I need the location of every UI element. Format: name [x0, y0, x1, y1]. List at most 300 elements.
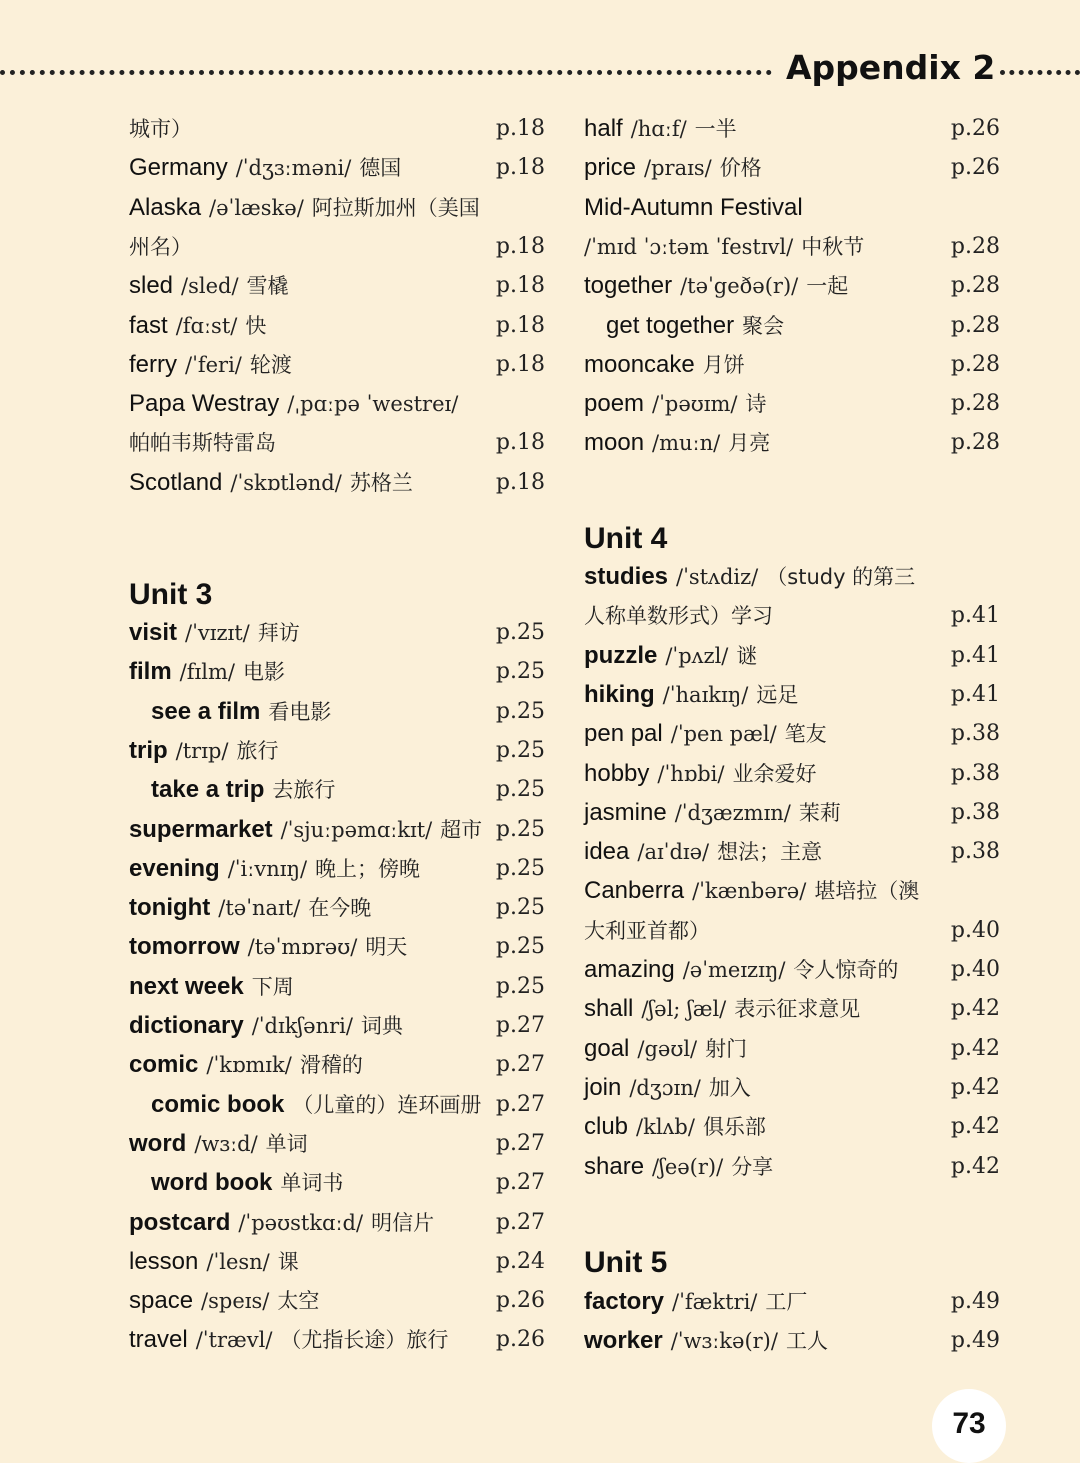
- entry-text: [129, 815, 490, 845]
- entry-page-ref: p.28: [950, 312, 1000, 338]
- entry-page-ref: p.27: [495, 1170, 545, 1196]
- entry-phonetic: /ˈfæktri/: [672, 1290, 758, 1314]
- entry-phonetic: /ˈvɪzɪt/: [185, 621, 250, 645]
- entry-text: [151, 1090, 489, 1120]
- vocab-entry: [584, 719, 1004, 753]
- entry-page-ref: p.26: [495, 1327, 545, 1353]
- entry-page-ref: p.18: [495, 469, 545, 495]
- entry-text: [129, 736, 286, 766]
- entry-phonetic: /ˈwɜːkə(r)/: [670, 1329, 778, 1354]
- entry-chinese: 工厂: [765, 1290, 808, 1314]
- entry-chinese: 词典: [360, 1014, 403, 1038]
- entry-word: fast: [129, 311, 168, 339]
- vocab-entry: [584, 955, 1004, 989]
- vocab-entry: [129, 1129, 549, 1163]
- entry-phonetic: /klʌb/: [636, 1115, 695, 1140]
- entry-page-ref: p.25: [495, 895, 545, 921]
- vocab-entry: [129, 932, 549, 966]
- entry-text: [129, 428, 284, 458]
- entry-text: [129, 311, 274, 341]
- entry-word: mooncake: [584, 350, 695, 378]
- entry-word: club: [584, 1113, 629, 1141]
- entry-text: [584, 1112, 774, 1142]
- entry-word: worker: [584, 1327, 663, 1355]
- entry-chinese: 射门: [705, 1036, 748, 1061]
- entry-page-ref: p.18: [495, 351, 545, 377]
- entry-chinese: 城市）: [129, 117, 192, 141]
- vocab-entry: [129, 775, 549, 809]
- vocab-entry: [129, 618, 549, 652]
- entry-text: [584, 1073, 759, 1103]
- entry-chinese: 去旅行: [272, 778, 336, 803]
- entry-page-ref: p.41: [950, 603, 1000, 629]
- entry-page-ref: p.28: [950, 430, 1000, 456]
- entry-page-ref: p.25: [495, 855, 545, 881]
- entry-text: [584, 601, 781, 631]
- entry-text: [606, 311, 792, 341]
- vocab-entry: [129, 350, 549, 384]
- entry-word: Alaska: [129, 193, 202, 221]
- entry-text: [129, 854, 428, 884]
- entry-page-ref: p.25: [495, 934, 545, 960]
- vocab-entry: [129, 1247, 549, 1281]
- entry-text: [129, 1325, 456, 1355]
- entry-chinese: 月亮: [728, 431, 771, 456]
- entry-page-ref: p.27: [495, 1209, 545, 1235]
- unit-3-heading: Unit 3: [129, 578, 213, 611]
- entry-phonetic: /dʒɔɪn/: [629, 1075, 701, 1100]
- entry-word: trip: [129, 736, 168, 764]
- entry-chinese: 分享: [731, 1154, 774, 1179]
- vocab-entry: [129, 1011, 549, 1045]
- entry-word: Canberra: [584, 877, 685, 905]
- vocab-entry: [584, 1073, 1004, 1107]
- entry-phonetic: /əˈlæskə/: [209, 195, 304, 220]
- entry-phonetic: /ˈdʒæzmɪn/: [674, 800, 791, 825]
- entry-phonetic: /ˈtrævl/: [195, 1328, 273, 1353]
- vocab-entry: [584, 994, 1004, 1028]
- entry-word: travel: [129, 1326, 188, 1354]
- entry-word: evening: [129, 854, 220, 882]
- entry-word: share: [584, 1152, 645, 1180]
- entry-text: [584, 389, 775, 419]
- entry-word: Papa Westray: [129, 390, 280, 418]
- entry-word: dictionary: [129, 1012, 244, 1039]
- entry-chinese: 单词: [265, 1131, 308, 1156]
- entry-page-ref: p.28: [950, 273, 1000, 299]
- vocab-entry: [129, 232, 549, 266]
- entry-phonetic: /ˈsjuːpəmɑːkɪt/: [280, 817, 433, 842]
- entry-text: [129, 657, 293, 687]
- vocab-entry: [584, 641, 1004, 675]
- entry-text: [584, 798, 849, 828]
- entry-chinese: 旅行: [236, 738, 279, 763]
- entry-phonetic: /ˈstʌdiz/: [676, 565, 759, 589]
- vocab-entry: [129, 114, 549, 148]
- vocab-entry: [129, 1050, 549, 1084]
- entry-text: [129, 1247, 307, 1277]
- entry-text: [129, 618, 308, 648]
- entry-page-ref: p.38: [950, 799, 1000, 825]
- entry-text: [151, 1168, 351, 1198]
- entry-phonetic: /ˈmɪd ˈɔːtəm ˈfestɪvl/: [584, 234, 794, 259]
- entry-word: puzzle: [584, 641, 658, 669]
- entry-phonetic: /ʃeə(r)/: [652, 1154, 724, 1179]
- entry-chinese: 聚会: [742, 313, 785, 338]
- entry-chinese: 州名）: [129, 234, 192, 259]
- entry-word: price: [584, 154, 637, 182]
- entry-page-ref: p.42: [950, 1114, 1000, 1140]
- entry-word: tonight: [129, 894, 211, 922]
- entry-chinese: 业余爱好: [732, 761, 817, 786]
- entry-text: [584, 193, 811, 223]
- entry-page-ref: p.18: [495, 116, 545, 141]
- entry-word: see a film: [151, 697, 261, 725]
- entry-page-ref: p.25: [495, 698, 545, 724]
- vocab-entry: [584, 916, 1004, 950]
- entry-page-ref: p.27: [495, 1013, 545, 1038]
- entry-chinese: 快: [245, 313, 267, 338]
- vocab-entry: [584, 759, 1004, 793]
- entry-word: next week: [129, 972, 244, 1000]
- entry-chinese: 阿拉斯加州（美国: [311, 195, 480, 220]
- entry-chinese: 看电影: [268, 699, 332, 724]
- entry-word: film: [129, 658, 172, 686]
- entry-chinese: 一半: [694, 117, 737, 141]
- entry-phonetic: /sled/: [181, 274, 239, 299]
- entry-word: space: [129, 1287, 194, 1315]
- vocab-entry: [584, 1287, 1004, 1321]
- entry-text: [129, 271, 297, 301]
- entry-word: supermarket: [129, 815, 273, 843]
- entry-page-ref: p.49: [950, 1328, 1000, 1354]
- entry-chinese: 课: [277, 1249, 299, 1274]
- entry-text: [129, 932, 415, 962]
- entry-word: half: [584, 115, 623, 142]
- entry-page-ref: p.42: [950, 1035, 1000, 1061]
- entry-chinese: 谜: [736, 643, 758, 668]
- vocab-entry: [584, 601, 1004, 635]
- entry-page-ref: p.18: [495, 233, 545, 259]
- entry-chinese: 苏格兰: [349, 470, 413, 495]
- vocab-entry: [584, 428, 1004, 462]
- entry-text: [584, 153, 770, 183]
- entry-word: word: [129, 1129, 187, 1157]
- entry-word: goal: [584, 1034, 630, 1062]
- entry-word: studies: [584, 563, 669, 590]
- vocab-entry: [584, 562, 1004, 596]
- entry-page-ref: p.26: [950, 116, 1000, 141]
- entry-chinese: 远足: [756, 682, 799, 707]
- entry-page-ref: p.41: [950, 681, 1000, 707]
- entry-word: join: [584, 1073, 622, 1101]
- vocab-entry: [129, 389, 549, 423]
- vocab-entry: [584, 271, 1004, 305]
- entry-chinese: 明信片: [371, 1210, 435, 1235]
- entry-text: [584, 1287, 815, 1317]
- entry-chinese: 一起: [806, 274, 849, 299]
- vocab-entry: [584, 837, 1004, 871]
- entry-chinese: 晚上；傍晚: [315, 856, 421, 881]
- entry-word: hobby: [584, 759, 650, 787]
- vocab-entry: [129, 1325, 549, 1359]
- vocab-entry: [584, 1034, 1004, 1068]
- entry-page-ref: p.49: [950, 1289, 1000, 1314]
- entry-page-ref: p.27: [495, 1091, 545, 1117]
- entry-text: [584, 837, 830, 867]
- entry-text: [584, 916, 718, 946]
- entry-word: Germany: [129, 154, 228, 182]
- entry-page-ref: p.42: [950, 1074, 1000, 1100]
- vocab-entry: [584, 193, 1004, 227]
- entry-phonetic: /ˈiːvnɪŋ/: [227, 856, 308, 881]
- entry-chinese: 下周: [251, 974, 294, 999]
- entry-chinese: 加入: [708, 1075, 751, 1100]
- entry-text: [584, 428, 778, 458]
- entry-phonetic: /gəʊl/: [637, 1036, 698, 1061]
- entry-word: sled: [129, 272, 174, 300]
- entry-chinese: （儿童的）连环画册: [292, 1092, 482, 1117]
- entry-page-ref: p.38: [950, 839, 1000, 865]
- entry-text: [584, 641, 765, 671]
- entry-text: [584, 759, 824, 789]
- entry-page-ref: p.40: [950, 917, 1000, 943]
- entry-chinese: （study 的第三: [766, 565, 916, 589]
- entry-word: hiking: [584, 680, 655, 708]
- entry-chinese: 单词书: [280, 1171, 344, 1196]
- entry-word: word book: [151, 1169, 273, 1197]
- entry-text: [584, 719, 835, 749]
- entry-phonetic: /ˈhaɪkɪŋ/: [662, 682, 749, 707]
- entry-chinese: 太空: [277, 1289, 320, 1314]
- entry-phonetic: /təˈmɒrəʊ/: [247, 935, 358, 960]
- entry-chinese: 帕帕韦斯特雷岛: [129, 431, 276, 456]
- vocab-entry: [129, 428, 549, 462]
- vocab-entry: [584, 798, 1004, 832]
- entry-phonetic: /ˈskɒtlənd/: [230, 470, 342, 495]
- entry-chinese: 笔友: [784, 722, 827, 747]
- entry-page-ref: p.18: [495, 273, 545, 299]
- entry-phonetic: /ˈferi/: [185, 352, 242, 377]
- entry-chinese: （尤指长途）旅行: [280, 1328, 449, 1353]
- entry-text: [584, 876, 927, 906]
- vocab-entry: [584, 1326, 1004, 1360]
- entry-text: [584, 271, 856, 301]
- entry-page-ref: p.28: [950, 351, 1000, 377]
- entry-word: ferry: [129, 350, 177, 378]
- entry-chinese: 轮渡: [249, 352, 292, 377]
- entry-word: get together: [606, 311, 735, 339]
- entry-page-ref: p.18: [495, 155, 545, 181]
- entry-page-ref: p.25: [495, 816, 545, 842]
- entry-phonetic: /wɜːd/: [194, 1131, 258, 1156]
- vocab-entry: [584, 311, 1004, 345]
- dotted-rule-left: [0, 70, 772, 75]
- entry-chinese: 表示征求意见: [734, 997, 861, 1022]
- unit-4-heading: Unit 4: [584, 522, 668, 555]
- entry-chinese: 电影: [242, 660, 285, 685]
- entry-page-ref: p.26: [950, 155, 1000, 181]
- entry-page-ref: p.25: [495, 777, 545, 803]
- entry-text: [584, 114, 745, 144]
- entry-chinese: 俱乐部: [702, 1115, 766, 1140]
- vocab-entry: [584, 232, 1004, 266]
- entry-chinese: 价格: [719, 156, 762, 181]
- entry-text: [129, 1129, 316, 1159]
- entry-text: [129, 1286, 327, 1316]
- entry-phonetic: /trɪp/: [175, 738, 229, 763]
- vocab-entry: [584, 1152, 1004, 1186]
- page-number-badge: [932, 1389, 1006, 1463]
- entry-text: [129, 193, 488, 223]
- vocab-entry: [584, 114, 1004, 148]
- vocab-entry: [129, 153, 549, 187]
- entry-phonetic: /speɪs/: [201, 1289, 270, 1314]
- entry-page-ref: p.40: [950, 957, 1000, 982]
- entry-text: [584, 350, 753, 380]
- entry-phonetic: /ˈdɪkʃənri/: [251, 1014, 353, 1038]
- entry-text: [129, 1011, 411, 1041]
- entry-phonetic: /ˈdʒɜːməni/: [235, 156, 352, 181]
- entry-page-ref: p.28: [950, 233, 1000, 259]
- vocab-entry: [584, 153, 1004, 187]
- entry-phonetic: /ʃəl; ʃæl/: [641, 997, 727, 1022]
- entry-text: [151, 775, 343, 805]
- entry-word: lesson: [129, 1247, 199, 1275]
- entry-phonetic: /ˈpəʊstkɑːd/: [238, 1210, 364, 1235]
- entry-phonetic: /ˌpɑːpə ˈwestreɪ/: [287, 392, 459, 417]
- entry-text: [584, 994, 868, 1024]
- entry-word: postcard: [129, 1208, 231, 1236]
- entry-phonetic: /ˈpen pæl/: [670, 722, 777, 747]
- entry-word: pen pal: [584, 720, 663, 748]
- entry-phonetic: /fɪlm/: [179, 660, 235, 685]
- page-header: [0, 48, 1080, 96]
- entry-text: [129, 114, 200, 144]
- entry-text: [129, 153, 409, 183]
- entry-word: moon: [584, 429, 645, 457]
- entry-chinese: 茉莉: [798, 800, 841, 825]
- vocab-entry: [129, 657, 549, 691]
- entry-chinese: 中秋节: [801, 234, 865, 259]
- vocab-entry: [129, 1208, 549, 1242]
- entry-text: [129, 350, 300, 380]
- entry-word: shall: [584, 995, 634, 1023]
- entry-text: [129, 1208, 442, 1238]
- entry-chinese: 滑稽的: [299, 1053, 363, 1078]
- entry-chinese: 人称单数形式）学习: [584, 604, 773, 629]
- entry-text: [129, 468, 421, 498]
- entry-chinese: 堪培拉（澳: [814, 879, 920, 904]
- vocab-entry: [584, 350, 1004, 384]
- entry-chinese: 令人惊奇的: [793, 958, 899, 982]
- entry-chinese: 超市: [440, 817, 483, 842]
- entry-phonetic: /ˈpəʊɪm/: [652, 392, 738, 417]
- vocab-entry: [129, 736, 549, 770]
- vocab-entry: [129, 972, 549, 1006]
- vocab-entry: [129, 697, 549, 731]
- entry-phonetic: /ˈhɒbi/: [657, 761, 725, 786]
- entry-phonetic: /ˈkænbərə/: [692, 879, 807, 904]
- entry-text: [129, 1050, 371, 1080]
- entry-chinese: 月饼: [702, 352, 745, 377]
- entry-word: take a trip: [151, 776, 265, 804]
- entry-text: [584, 232, 872, 262]
- vocab-entry: [584, 389, 1004, 423]
- entry-phonetic: /praɪs/: [644, 156, 712, 181]
- entry-text: [584, 1326, 836, 1356]
- entry-page-ref: p.27: [495, 1130, 545, 1156]
- entry-word: jasmine: [584, 798, 667, 826]
- entry-text: [584, 1034, 755, 1064]
- entry-word: Scotland: [129, 468, 223, 496]
- vocab-entry: [129, 271, 549, 305]
- entry-chinese: 想法；主意: [717, 840, 823, 865]
- entry-chinese: 在今晚: [308, 896, 372, 921]
- entry-text: [584, 1152, 781, 1182]
- entry-word: together: [584, 272, 673, 300]
- vocab-entry: [129, 854, 549, 888]
- vocab-entry: [129, 193, 549, 227]
- vocab-entry: [584, 1112, 1004, 1146]
- entry-phonetic: /təˈnaɪt/: [218, 896, 301, 921]
- entry-word: idea: [584, 838, 630, 866]
- entry-phonetic: /muːn/: [652, 431, 721, 456]
- entry-text: [129, 972, 302, 1002]
- entry-chinese: 明天: [365, 935, 408, 960]
- entry-page-ref: p.25: [495, 659, 545, 685]
- entry-text: [129, 893, 379, 923]
- entry-chinese: 工人: [785, 1329, 828, 1354]
- entry-word: visit: [129, 619, 178, 646]
- entry-phonetic: /ˈlesn/: [206, 1249, 270, 1274]
- entry-chinese: 诗: [745, 392, 767, 417]
- vocab-entry: [129, 1168, 549, 1202]
- entry-word: amazing: [584, 956, 675, 983]
- entry-page-ref: p.38: [950, 721, 1000, 747]
- entry-text: [584, 680, 806, 710]
- entry-phonetic: /fɑːst/: [175, 313, 238, 338]
- entry-page-ref: p.38: [950, 760, 1000, 786]
- entry-page-ref: p.25: [495, 620, 545, 645]
- vocab-entry: [129, 815, 549, 849]
- entry-page-ref: p.25: [495, 973, 545, 999]
- entry-text: [584, 562, 923, 592]
- entry-chinese: 拜访: [257, 621, 300, 645]
- entry-page-ref: p.18: [495, 312, 545, 338]
- entry-chinese: 雪橇: [246, 274, 289, 299]
- entry-phonetic: /əˈmeɪzɪŋ/: [682, 958, 786, 982]
- entry-page-ref: p.24: [495, 1248, 545, 1274]
- vocab-entry: [129, 1286, 549, 1320]
- entry-word: Mid-Autumn Festival: [584, 193, 803, 221]
- entry-chinese: 大利亚首都）: [584, 918, 710, 943]
- entry-text: [151, 697, 339, 727]
- entry-phonetic: /hɑːf/: [630, 117, 687, 141]
- entry-text: [129, 389, 466, 419]
- entry-word: comic book: [151, 1090, 285, 1118]
- entry-page-ref: p.18: [495, 430, 545, 456]
- unit-5-heading: Unit 5: [584, 1246, 668, 1279]
- entry-page-ref: p.25: [495, 737, 545, 763]
- vocab-entry: [129, 468, 549, 502]
- entry-text: [584, 955, 906, 985]
- vocab-entry: [129, 311, 549, 345]
- entry-phonetic: /ˈkɒmɪk/: [206, 1053, 292, 1078]
- vocab-entry: [129, 893, 549, 927]
- entry-phonetic: /aɪˈdɪə/: [637, 840, 710, 865]
- entry-page-ref: p.42: [950, 1153, 1000, 1179]
